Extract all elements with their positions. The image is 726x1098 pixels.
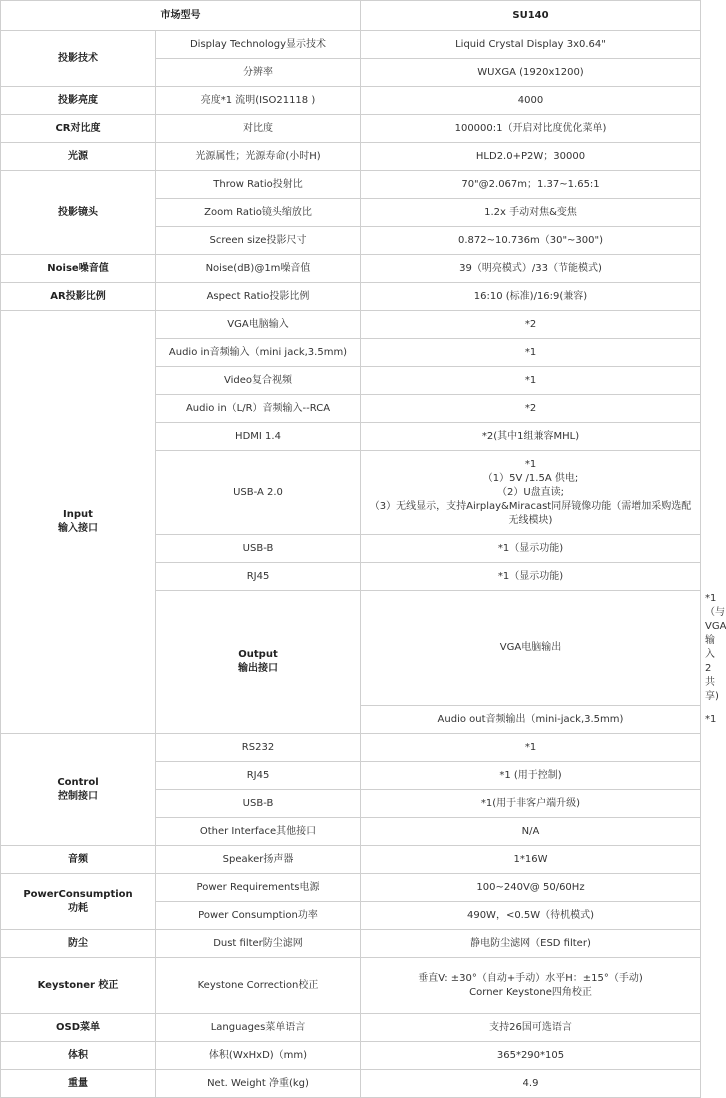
category-cell bbox=[1, 930, 156, 958]
table-row bbox=[1, 143, 701, 171]
spec-label-cell: Keystone Correction校正 bbox=[156, 958, 361, 1014]
table-row bbox=[1, 311, 701, 339]
table-row bbox=[1, 31, 701, 59]
category-text: 投影技术 bbox=[58, 52, 98, 64]
category-cell bbox=[1, 255, 156, 283]
category-text: 输入接口 bbox=[58, 523, 98, 534]
spec-label-cell: Video复合视频 bbox=[156, 367, 361, 395]
category-text: Input bbox=[63, 509, 93, 520]
spec-label-cell: Noise(dB)@1m噪音值 bbox=[156, 255, 361, 283]
spec-value-cell bbox=[361, 535, 701, 563]
table-row bbox=[1, 846, 701, 874]
table-row bbox=[1, 171, 701, 199]
spec-label-cell: Audio in音频输入（mini jack,3.5mm) bbox=[156, 339, 361, 367]
spec-label-cell: RJ45 bbox=[156, 563, 361, 591]
spec-value-text: N/A bbox=[521, 825, 540, 837]
spec-label-cell: RS232 bbox=[156, 734, 361, 762]
category-cell bbox=[1, 115, 156, 143]
spec-label-cell: Dust filter防尘滤网 bbox=[156, 930, 361, 958]
category-cell bbox=[1, 171, 156, 255]
category-cell bbox=[1, 1042, 156, 1070]
table-row bbox=[1, 255, 701, 283]
spec-value-text: 4.9 bbox=[522, 1077, 539, 1089]
spec-label-cell: Other Interface其他接口 bbox=[156, 818, 361, 846]
category-text: 体积 bbox=[68, 1049, 88, 1061]
spec-value-text: *2(其中1组兼容MHL) bbox=[481, 430, 580, 442]
spec-value-cell bbox=[361, 790, 701, 818]
spec-value-cell bbox=[361, 734, 701, 762]
spec-label-cell: VGA电脑输入 bbox=[156, 311, 361, 339]
spec-value-cell bbox=[361, 143, 701, 171]
spec-label-cell: VGA电脑输出 bbox=[361, 591, 701, 706]
spec-label-cell: Throw Ratio投射比 bbox=[156, 171, 361, 199]
spec-label-cell: Power Consumption功率 bbox=[156, 902, 361, 930]
spec-value-text: 支持26国可选语言 bbox=[489, 1021, 572, 1033]
spec-value-cell bbox=[361, 1042, 701, 1070]
spec-value-cell bbox=[361, 31, 701, 59]
table-header-row bbox=[1, 1, 701, 31]
model-value: SU140 bbox=[361, 1, 701, 31]
spec-value-text: WUXGA (1920x1200) bbox=[477, 66, 584, 78]
spec-value-text: *1（显示功能) bbox=[497, 542, 564, 554]
spec-value-text: 垂直V: ±30°（自动+手动）水平H：±15°（手动) bbox=[418, 972, 643, 984]
table-row bbox=[1, 115, 701, 143]
spec-value-cell bbox=[361, 311, 701, 339]
spec-value-text: *1 (用于控制) bbox=[499, 769, 562, 781]
category-cell bbox=[1, 874, 156, 930]
spec-value-text: Corner Keystone四角校正 bbox=[469, 986, 592, 998]
spec-label-cell: Net. Weight 净重(kg) bbox=[156, 1070, 361, 1098]
spec-value-cell bbox=[361, 930, 701, 958]
category-cell bbox=[1, 143, 156, 171]
spec-value-cell bbox=[361, 846, 701, 874]
spec-value-text: 70"@2.067m；1.37~1.65:1 bbox=[461, 178, 600, 190]
spec-label-cell: USB-A 2.0 bbox=[156, 451, 361, 535]
spec-value-text: 16:10 (标准)/16:9(兼容) bbox=[473, 290, 588, 302]
spec-value-cell bbox=[361, 874, 701, 902]
table-row bbox=[1, 1014, 701, 1042]
spec-label-cell: 体积(WxHxD)（mm) bbox=[156, 1042, 361, 1070]
table-row bbox=[1, 874, 701, 902]
spec-value-cell bbox=[361, 958, 701, 1014]
category-cell bbox=[1, 734, 156, 846]
table-row: Output 输出接口 VGA电脑输出 *1（与VGA输入2共享) bbox=[1, 591, 701, 706]
spec-label-cell: Speaker扬声器 bbox=[156, 846, 361, 874]
spec-value-cell bbox=[361, 902, 701, 930]
spec-value-cell bbox=[361, 1070, 701, 1098]
category-cell bbox=[1, 87, 156, 115]
category-text: OSD菜单 bbox=[55, 1021, 100, 1033]
spec-value-text: Liquid Crystal Display 3x0.64" bbox=[455, 38, 606, 50]
spec-value-text: 静电防尘滤网（ESD filter) bbox=[470, 937, 591, 949]
category-text: 音频 bbox=[68, 853, 88, 865]
spec-label-cell: HDMI 1.4 bbox=[156, 423, 361, 451]
spec-value-text: 4000 bbox=[517, 94, 544, 106]
category-text: Keystoner 校正 bbox=[37, 979, 119, 991]
spec-value-cell bbox=[361, 563, 701, 591]
spec-label-cell: 分辨率 bbox=[156, 59, 361, 87]
spec-value-text: （1）5V /1.5A 供电; bbox=[482, 472, 579, 484]
category-text: 投影镜头 bbox=[58, 206, 98, 218]
spec-label-cell: 亮度*1 流明(ISO21118 ) bbox=[156, 87, 361, 115]
table-row bbox=[1, 930, 701, 958]
category-cell bbox=[1, 283, 156, 311]
spec-label-cell: RJ45 bbox=[156, 762, 361, 790]
category-text: Output bbox=[238, 649, 278, 660]
category-text: 输出接口 bbox=[238, 663, 278, 674]
spec-value-text: 490W，<0.5W（待机模式) bbox=[466, 909, 595, 921]
category-text: 重量 bbox=[68, 1077, 88, 1089]
spec-label-cell: 对比度 bbox=[156, 115, 361, 143]
spec-value-cell bbox=[361, 227, 701, 255]
spec-label-cell: Aspect Ratio投影比例 bbox=[156, 283, 361, 311]
spec-label-cell: Power Requirements电源 bbox=[156, 874, 361, 902]
spec-value-text: （2）U盘直读; bbox=[496, 486, 565, 498]
spec-label-cell: Audio in（L/R）音频输入--RCA bbox=[156, 395, 361, 423]
spec-value-text: 1*16W bbox=[513, 853, 548, 865]
table-row bbox=[1, 1042, 701, 1070]
category-text: Noise噪音值 bbox=[47, 262, 109, 274]
spec-value-text: *1（显示功能) bbox=[497, 570, 564, 582]
spec-body bbox=[1, 31, 726, 1098]
category-cell bbox=[1, 958, 156, 1014]
category-text: 光源 bbox=[68, 150, 88, 162]
spec-label-cell: USB-B bbox=[156, 790, 361, 818]
table-row bbox=[1, 283, 701, 311]
category-text: 控制接口 bbox=[58, 790, 98, 802]
spec-value-cell bbox=[361, 115, 701, 143]
spec-value-text: 1.2x 手动对焦&变焦 bbox=[484, 206, 577, 218]
spec-value-cell bbox=[361, 171, 701, 199]
spec-value-cell bbox=[361, 818, 701, 846]
table-row: Audio out音频输出（mini-jack,3.5mm) *1 bbox=[1, 706, 701, 734]
table-row bbox=[1, 1070, 701, 1098]
spec-value-text: *2 bbox=[524, 402, 537, 414]
spec-value-cell bbox=[361, 395, 701, 423]
spec-label-cell: USB-B bbox=[156, 535, 361, 563]
category-cell bbox=[1, 311, 156, 734]
spec-label-cell: Display Technology显示技术 bbox=[156, 31, 361, 59]
spec-value-text: 100~240V@ 50/60Hz bbox=[476, 881, 585, 893]
table-row bbox=[1, 958, 701, 1014]
spec-value-text: 0.872~10.736m（30"~300") bbox=[457, 234, 604, 246]
category-text: 功耗 bbox=[68, 902, 88, 914]
spec-label-cell: Languages菜单语言 bbox=[156, 1014, 361, 1042]
category-text: 防尘 bbox=[68, 937, 88, 949]
category-text: AR投影比例 bbox=[50, 290, 106, 302]
spec-value-cell bbox=[361, 199, 701, 227]
spec-value-text: *1 bbox=[524, 458, 537, 470]
spec-value-cell bbox=[361, 1014, 701, 1042]
category-text: CR对比度 bbox=[55, 122, 101, 134]
category-cell bbox=[1, 846, 156, 874]
spec-label-cell: 光源属性；光源寿命(小时H) bbox=[156, 143, 361, 171]
spec-label-cell: Screen size投影尺寸 bbox=[156, 227, 361, 255]
spec-value-text: *1 bbox=[524, 741, 537, 753]
spec-value-text: 39（明亮模式）/33（节能模式) bbox=[459, 262, 602, 274]
spec-value-text: *1(用于非客户端升级) bbox=[480, 797, 581, 809]
spec-value-cell bbox=[361, 339, 701, 367]
spec-label-cell: Zoom Ratio镜头缩放比 bbox=[156, 199, 361, 227]
spec-value-cell bbox=[361, 367, 701, 395]
model-label: 市场型号 bbox=[1, 1, 361, 31]
category-text: Control bbox=[57, 776, 99, 788]
spec-value-text: HLD2.0+P2W；30000 bbox=[475, 150, 586, 162]
category-cell bbox=[156, 591, 361, 734]
category-text: PowerConsumption bbox=[23, 888, 133, 900]
spec-value-cell bbox=[361, 451, 701, 535]
category-text: 投影亮度 bbox=[58, 94, 98, 106]
category-cell bbox=[1, 1070, 156, 1098]
spec-value-text: 365*290*105 bbox=[496, 1049, 565, 1061]
table-row bbox=[1, 87, 701, 115]
spec-value-text: 100000:1（开启对比度优化菜单) bbox=[454, 122, 607, 134]
table-row bbox=[1, 734, 701, 762]
spec-value-cell bbox=[361, 283, 701, 311]
spec-value-text: （3）无线显示，支持Airplay&Miracast同屏镜像功能（需增加采购选配无线模块) bbox=[369, 500, 692, 526]
spec-label-cell: Audio out音频输出（mini-jack,3.5mm) bbox=[361, 706, 701, 734]
spec-value-cell bbox=[361, 59, 701, 87]
category-cell bbox=[1, 1014, 156, 1042]
spec-value-cell bbox=[361, 87, 701, 115]
spec-value-text: *1 bbox=[524, 374, 537, 386]
spec-value-text: *1 bbox=[524, 346, 537, 358]
spec-value-cell bbox=[361, 255, 701, 283]
spec-value-cell bbox=[361, 762, 701, 790]
category-cell bbox=[1, 31, 156, 87]
spec-value-cell bbox=[361, 423, 701, 451]
spec-value-text: *2 bbox=[524, 318, 537, 330]
